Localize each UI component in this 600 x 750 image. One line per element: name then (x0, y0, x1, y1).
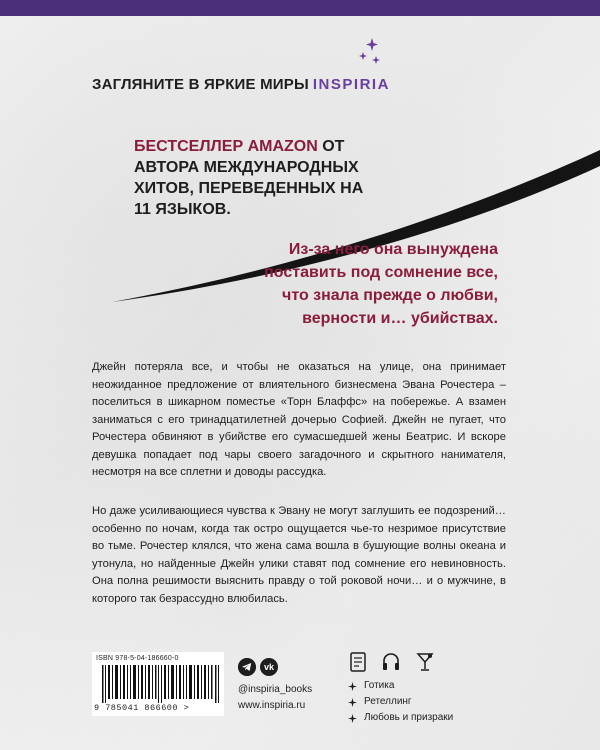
cocktail-icon (416, 652, 434, 672)
genre-label: Ретеллинг (364, 696, 412, 707)
series-banner (92, 76, 390, 93)
barcode-digits: 9 785041 866600 > (94, 703, 190, 713)
vk-icon[interactable] (260, 658, 278, 676)
headphones-icon (382, 652, 400, 672)
star-icon (348, 714, 357, 723)
tagline: Из-за него она вынуждена поставить под сомнение все, что знала прежде о любви, верности и… убийствах. (264, 241, 498, 327)
social-handle[interactable]: @inspiria_books (238, 684, 313, 695)
description-paragraph-1: Джейн потеряла все, и чтобы не оказаться на улице, она принимает неожиданное предложение от влиятельного бизнесмена Эвана Рочестера – поселиться в шикарном поместье «Торн Блаффс» на побережье. А взамен заниматься с его тринадцатилетней дочерью Софией. Джейн не пугает, что Рочестера обвиняют в убийстве его сумасшедшей жены Беатрис. И вскоре девушка попадает под чары своего загадочного и скрытного нанимателя, несмотря на все сплетни и доводы рассудка. (92, 361, 506, 478)
brand-name: INSPIRIA (312, 76, 390, 93)
barcode-bars (102, 665, 220, 703)
sparkles-icon (358, 38, 382, 66)
bestseller-accent: БЕСТСЕЛЛЕР AMAZON (134, 138, 318, 155)
series-banner-text: ЗАГЛЯНИТЕ В ЯРКИЕ МИРЫ (92, 76, 309, 93)
description-paragraph-2: Но даже усиливающиеся чувства к Эвану не могут заглушить ее подозрений… особенно по ночам, когда так остро ощущается чье-то незримое присутствие во тьме. Рочестер клялся, что жена сама вошла в бушующие волны океана и утонула, но найденные Джейн улики ставят под сомнение его невиновность. Она полна решимости выяснить правду о той роковой ночи… и о мужчине, в которого так безрассудно влюбилась. (92, 505, 506, 605)
telegram-icon[interactable] (238, 658, 256, 676)
star-icon (348, 682, 357, 691)
genre-label: Любовь и призраки (364, 712, 454, 723)
star-icon (348, 698, 357, 707)
genre-label: Готика (364, 680, 395, 691)
bestseller-rest: ОТ АВТОРА МЕЖДУНАРОДНЫХ ХИТОВ, ПЕРЕВЕДЕННЫХ НА 11 ЯЗЫКОВ. (134, 138, 364, 218)
barcode (92, 652, 224, 716)
top-color-band (0, 0, 600, 16)
website-link[interactable]: www.inspiria.ru (238, 700, 306, 711)
isbn-label: ISBN 978-5-04-186660-0 (96, 655, 179, 662)
book-icon (350, 652, 366, 672)
format-icons (350, 652, 440, 674)
vk-glyph: vk (263, 662, 274, 672)
